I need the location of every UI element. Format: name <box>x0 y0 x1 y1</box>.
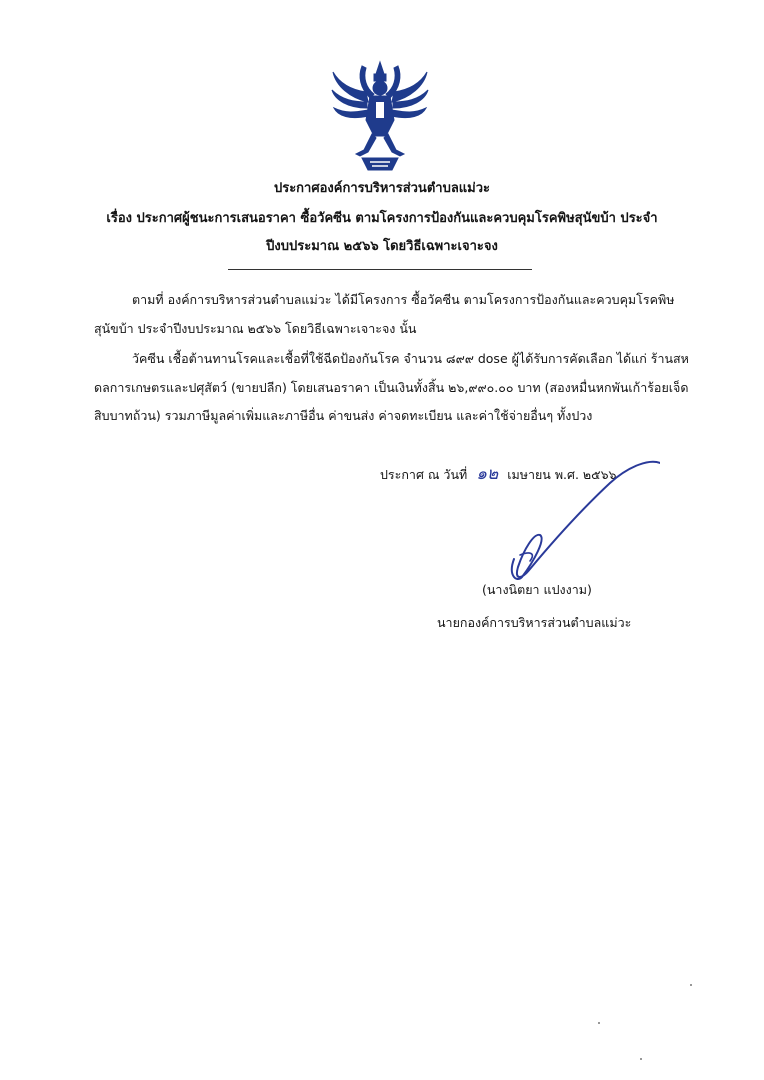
announcement-title: ประกาศองค์การบริหารส่วนตำบลแม่วะ <box>273 181 491 196</box>
scan-speck <box>640 1058 642 1060</box>
garuda-emblem-icon <box>330 58 430 173</box>
date-prefix: ประกาศ ณ วันที่ <box>380 467 468 482</box>
date-month-year: เมษายน พ.ศ. ๒๕๖๖ <box>507 467 617 482</box>
paragraph-2-line-2: ดลการเกษตรและปศุสัตว์ (ขายปลีก) โดยเสนอราคา เป็นเงินทั้งสิ้น ๒๖,๙๙๐.๐๐ บาท (สองหมื่นหกพันเก้าร้อยเจ็ด <box>94 380 689 395</box>
signatory-name: (นางนิตยา แปงงาม) <box>482 582 592 597</box>
subject-line-2: ปีงบประมาณ ๒๕๖๖ โดยวิธีเฉพาะเจาะจง <box>266 239 498 254</box>
handwritten-signature <box>500 455 660 585</box>
signatory-position: นายกองค์การบริหารส่วนตำบลแม่วะ <box>437 615 632 630</box>
scan-speck <box>598 1022 600 1024</box>
scan-speck <box>690 984 692 986</box>
paragraph-2-line-1: วัคซีน เชื้อต้านทานโรคและเชื้อที่ใช้ฉีดป้องกันโรค จำนวน ๘๙๙ dose ผู้ได้รับการคัดเลือก ได้แก่ ร้านสห <box>132 351 689 366</box>
date-day-handwritten: ๑๒ <box>476 464 499 484</box>
header-divider <box>228 269 532 270</box>
paragraph-2-line-3: สิบบาทถ้วน) รวมภาษีมูลค่าเพิ่มและภาษีอื่น ค่าขนส่ง ค่าจดทะเบียน และค่าใช้จ่ายอื่นๆ ทั้งปวง <box>94 408 593 423</box>
paragraph-1-line-2: สุนัขบ้า ประจำปีงบประมาณ ๒๕๖๖ โดยวิธีเฉพาะเจาะจง นั้น <box>94 321 417 336</box>
subject-line-1: เรื่อง ประกาศผู้ชนะการเสนอราคา ซื้อวัคซีน ตามโครงการป้องกันและควบคุมโรคพิษสุนัขบ้า ประจำ <box>106 211 658 226</box>
paragraph-1-line-1: ตามที่ องค์การบริหารส่วนตำบลแม่วะ ได้มีโครงการ ซื้อวัคซีน ตามโครงการป้องกันและควบคุมโรคพิษ <box>132 292 675 307</box>
